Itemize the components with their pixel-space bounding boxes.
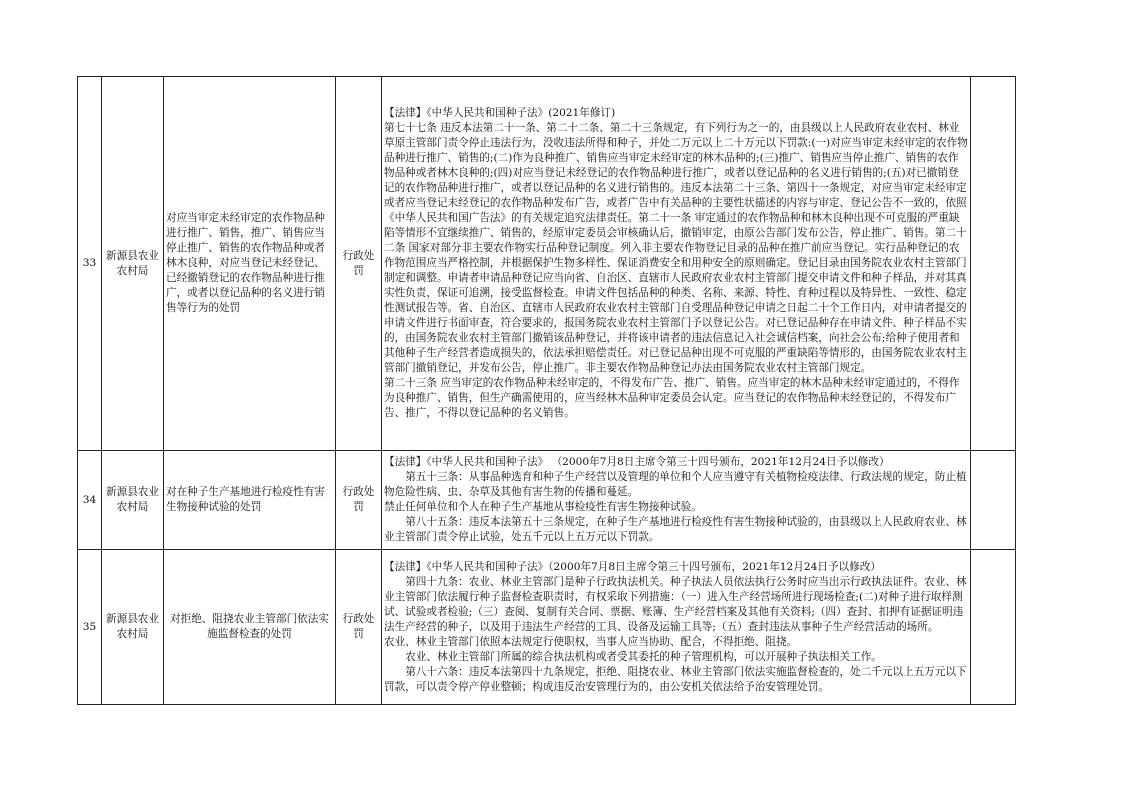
table-row [78,550,1016,705]
law-article: 第二十三条 应当审定的农作物品种未经审定的，不得发布广告、推广、销售。应当审定的林木品种未经审定通过的，不得作为良种推广、销售，但生产确需使用的，应当经林木品种审定委员会认定。应当登记的农作物品种未经登记的，不得发布广告、推广，不得以登记品种的名义销售。 [384,377,960,419]
action-type-cell: 行政处罚 [336,451,382,550]
action-type-cell: 行政处罚 [336,550,382,705]
law-article: 第五十三条：从事品种选育和种子生产经营以及管理的单位和个人应当遵守有关植物检疫法律、行政法规的规定，防止植物危险性病、虫、杂草及其他有害生物的传播和蔓延。 [384,471,967,498]
remarks-cell [971,77,1016,451]
legal-basis-cell [382,77,971,451]
remarks-cell [971,451,1016,550]
department-cell: 新源县农业农村局 [102,451,164,550]
law-article: 第八十五条：违反本法第五十三条规定，在种子生产基地进行检疫性有害生物接种试验的，由县级以上人民政府农业、林业主管部门责令停止试验，处五千元以上五万元以下罚款。 [384,516,967,543]
law-title: 【法律】《中华人民共和国种子法》 （2000年7月8日主席令第三十四号颁布，2021年12月24日予以修改） [384,456,890,468]
penalty-item-cell: 对拒绝、阻挠农业主管部门依法实施监督检查的处罚 [164,550,336,705]
regulation-table [77,76,1016,705]
row-number: 35 [78,550,102,705]
law-title: 【法律】《中华人民共和国种子法》(2021年修订) [384,107,616,119]
row-number: 33 [78,77,102,451]
penalty-item-cell: 对在种子生产基地进行检疫性有害生物接种试验的处罚 [164,451,336,550]
penalty-item-cell: 对应当审定未经审定的农作物品种进行推广、销售，推广、销售应当停止推广、销售的农作物品种或者林木良种，对应当登记未经登记、已经撤销登记的农作物品种进行推广，或者以登记品种的名义进行销售等行为的处罚 [164,77,336,451]
law-article: 禁止任何单位和个人在种子生产基地从事检疫性有害生物接种试验。 [384,501,702,513]
law-article: 农业、林业主管部门所属的综合执法机构或者受其委托的种子管理机构，可以开展种子执法相关工作。 [405,650,882,663]
table-row [78,451,1016,550]
law-article: 第八十六条：违反本法第四十九条规定，拒绝、阻挠农业、林业主管部门依法实施监督检查的，处二千元以上五万元以下罚款，可以责令停产停业整顿；构成违反治安管理行为的，由公安机关依法给予治安管理处罚。 [384,665,967,693]
law-article: 第七十七条 违反本法第二十一条、第二十二条、第二十三条规定，有下列行为之一的，由县级以上人民政府农业农村、林业草原主管部门责令停止违法行为，没收违法所得和种子，并处二万元以上二十万元以下罚款:(一)对应当审定未经审定的农作物品种进行推广、销售的;(二)作为良种推广、销售应当审定未经审定的林木品种的;(三)推广、销售应当停止推广、销售的农作物品种或者林木良种的;(四)对应当登记未经登记的农作物品种进行推广，或者以登记品种的名义进行销售的;(五)对已撤销登记的农作物品种进行推广，或者以登记品种的名义进行销售的。违反本法第二十三条、第四十一条规定，对应当审定未经审定或者应当登记未经登记的农作物品种发布广告，或者广告中有关品种的主要性状描述的内容与审定、登记公告不一致的，依照《中华人民共和国广告法》的有关规定追究法律责任。第二十一条 审定通过的农作物品种和林木良种出现不可克服的严重缺陷等情形不宜继续推广、销售的，经原审定委员会审核确认后，撤销审定，由原公告部门发布公告，停止推广、销售。第二十二条 国家对部分非主要农作物实行品种登记制度。列入非主要农作物登记目录的品种在推广前应当登记。实行品种登记的农作物范围应当严格控制，并根据保护生物多样性、保证消费安全和用种安全的原则确定。登记目录由国务院农业农村主管部门制定和调整。申请者申请品种登记应当向省、自治区、直辖市人民政府农业农村主管部门提交申请文件和种子样品，并对其真实性负责，保证可追溯，接受监督检查。申请文件包括品种的种类、名称、来源、特性、育种过程以及特异性、一致性、稳定性测试报告等。省、自治区、直辖市人民政府农业农村主管部门自受理品种登记申请之日起二十个工作日内，对申请者提交的申请文件进行书面审查，符合要求的，报国务院农业农村主管部门予以登记公告。对已登记品种存在申请文件、种子样品不实的，由国务院农业农村主管部门撤销该品种登记，并将该申请者的违法信息记入社会诚信档案，向社会公布;给种子使用者和其他种子生产经营者造成损失的，依法承担赔偿责任。对已登记品种出现不可克服的严重缺陷等情形的，由国务院农业农村主管部门撤销登记，并发布公告，停止推广。非主要农作物品种登记办法由国务院农业农村主管部门规定。 [384,122,968,374]
action-type-cell: 行政处罚 [336,77,382,451]
row-number: 34 [78,451,102,550]
department-cell: 新源县农业农村局 [102,77,164,451]
law-article: 农业、林业主管部门依照本法规定行使职权，当事人应当协助、配合，不得拒绝、阻挠。 [384,635,798,648]
remarks-cell [971,550,1016,705]
table-row [78,77,1016,451]
legal-basis-cell [382,451,971,550]
department-cell: 新源县农业农村局 [102,550,164,705]
legal-basis-cell [382,550,971,705]
law-article: 第四十九条：农业、林业主管部门是种子行政执法机关。种子执法人员依法执行公务时应当出示行政执法证件。农业、林业主管部门依法履行种子监督检查职责时，有权采取下列措施：（一）进入生产经营场所进行现场检查;(二)对种子进行取样测试、试验或者检验;（三）查阅、复制有关合同、票据、账簿、生产经营档案及其他有关资料;（四）查封、扣押有证据证明违法生产经营的种子，以及用于违法生产经营的工具、设备及运输工具等;（五）查封违法从事种子生产经营活动的场所。 [384,575,967,633]
law-title: 【法律】《中华人民共和国种子法》（2000年7月8日主席令第三十四号颁布，2021年12月24日予以修改） [384,560,881,573]
